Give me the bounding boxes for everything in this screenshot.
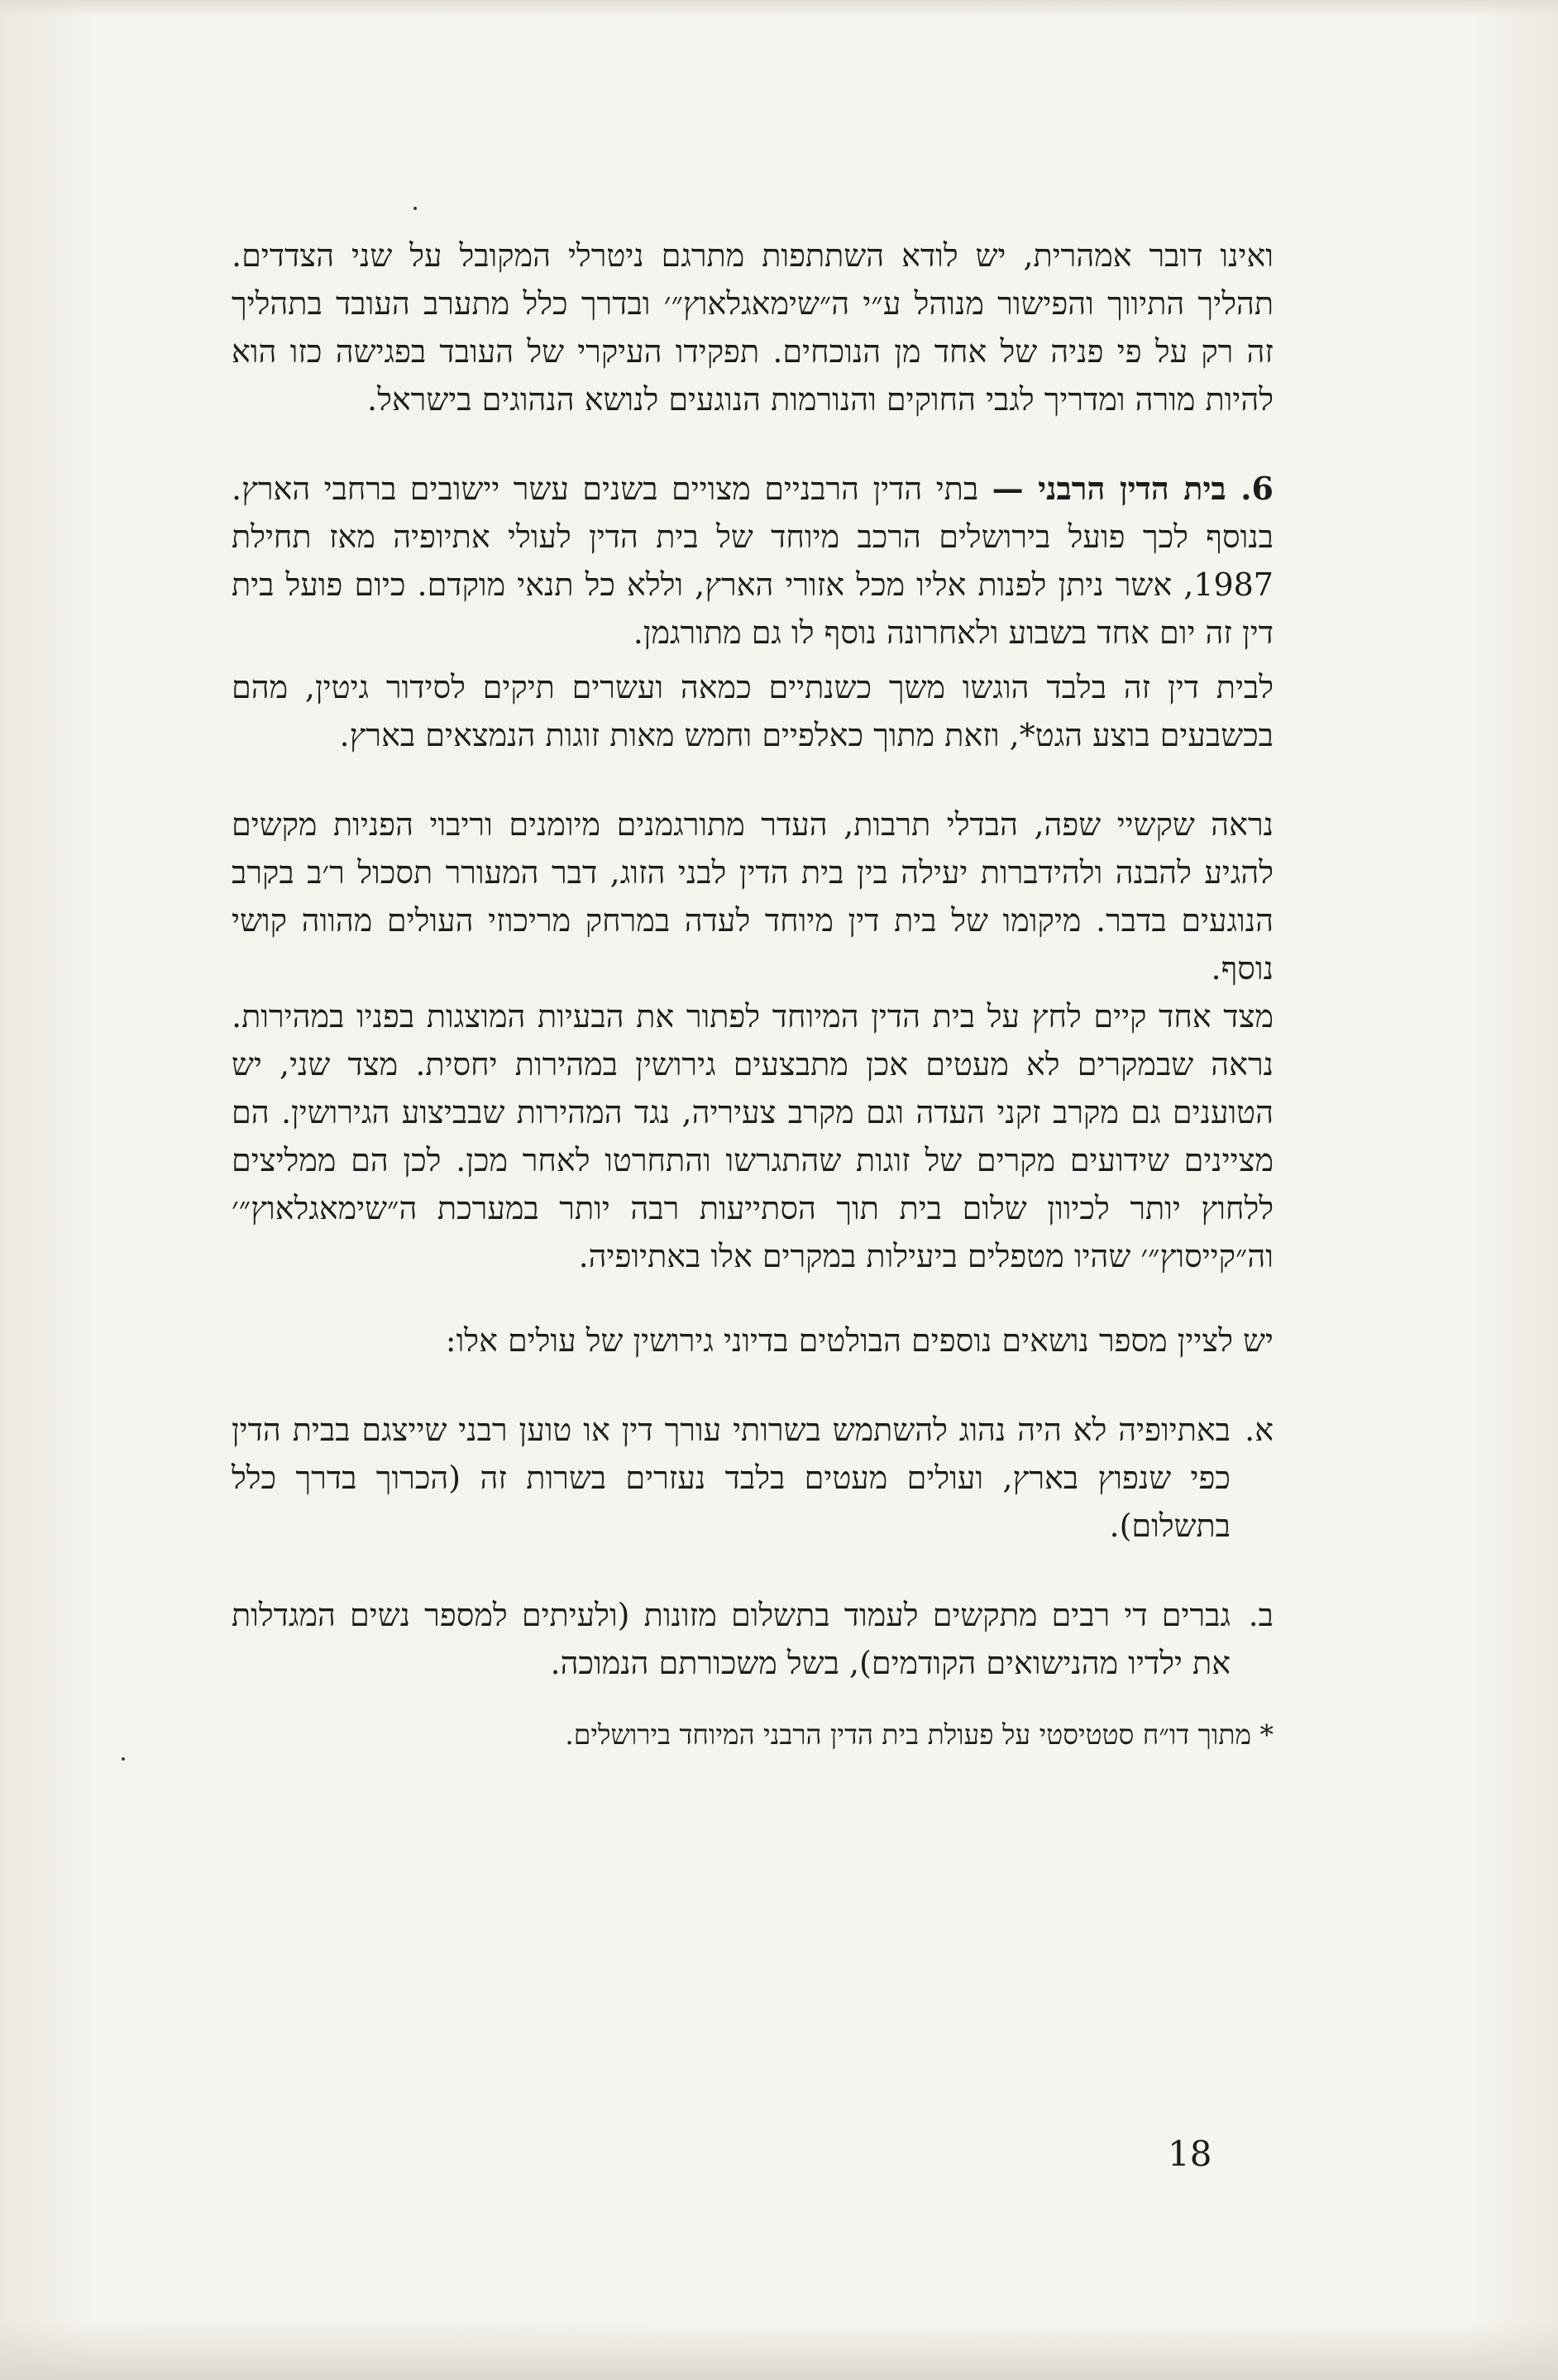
paragraph-mediation: ואינו דובר אמהרית, יש לודא השתתפות מתרגם ניטרלי המקובל על שני הצדדים. תהליך התיווך והפישור מנוהל ע״י ה״שימאגלאוץ״׳ ובדרך כלל מתערב העובד בתהליך זה רק על פי פניה של אחד מן הנוכחים. תפקידו העיקרי של העובד בפגישה כזו הוא להיות מורה ומדריך לגבי החוקים והנורמות הנוגעים לנושא הנהוגים בישראל. [232, 237, 1274, 418]
section-text: בתי הדין הרבניים מצויים בשנים עשר יישובים ברחבי הארץ. בנוסף לכך פועל בירושלים הרכב מיוחד של בית הדין לעולי אתיופיה מאז תחילת 1987, אשר ניתן לפנות אליו מכל אזורי הארץ, וללא כל תנאי מוקדם. כיום פועל בית דין זה יום אחד בשבוע ולאחרונה נוסף לו גם מתורגמן. [232, 471, 1274, 651]
scan-speck [413, 207, 417, 210]
scan-speck [122, 1757, 125, 1761]
paragraph-language-difficulties: נראה שקשיי שפה, הבדלי תרבות, העדר מתורגמנים מיומנים וריבוי הפניות מקשים להגיע להבנה ולהידברות יעילה בין בית הדין לבני הזוג, דבר המעורר תסכול ר׳ב בקרב הנוגעים בדבר. מיקומו של בית דין מיוחד לעדה במרחק מריכוזי העולים מהווה קושי נוסף. [232, 806, 1274, 987]
paragraph-divorce-files: לבית דין זה בלבד הוגשו משך כשנתיים כמאה ועשרים תיקים לסידור גיטין, מהם בכשבעים בוצע הגט*, וזאת מתוך כאלפיים וחמש מאות זוגות הנמצאים בארץ. [232, 669, 1274, 753]
list-marker: א. [1245, 1412, 1274, 1448]
scan-edge-top [0, 0, 1558, 17]
document-body [232, 232, 1274, 1755]
list-item-text: באתיופיה לא היה נהוג להשתמש בשרותי עורך דין או טוען רבני שייצגם בבית הדין כפי שנפוץ בארץ, ועולים מעטים בלבד נעזרים בשרות זה (הכרוך בדרך כלל בתשלום). [232, 1412, 1231, 1544]
section-heading: 6. בית הדין הרבני — [992, 470, 1274, 507]
footnote: * מתוך דו״ח סטטיסטי על פעולת בית הדין הרבני המיוחד בירושלים. [565, 1718, 1274, 1751]
list-item [232, 1406, 1274, 1550]
section-rabbinical-court [232, 465, 1274, 657]
list-marker: ב. [1248, 1597, 1274, 1633]
scan-edge-bottom [0, 2322, 1558, 2380]
paragraph-pressure: מצד אחד קיים לחץ על בית הדין המיוחד לפתור את הבעיות המוצגות בפניו במהירות. נראה שבמקרים לא מעטים אכן מתבצעים גירושין במהירות יחסית. מצד שני, יש הטוענים גם מקרב זקני העדה וגם מקרב צעיריה, נגד המהירות שבביצוע הגירושין. הם מציינים שידועים מקרים של זוגות שהתגרשו והתחרטו לאחר מכן. לכן הם ממליצים ללחוץ יותר לכיוון שלום בית תוך הסתייעות רבה יותר במערכת ה״שימאגלאוץ״׳ וה״קייסוץ״׳ שהיו מטפלים ביעילות במקרים אלו באתיופיה. [232, 998, 1274, 1274]
list-item [232, 1591, 1274, 1687]
paragraph-additional-issues: יש לציין מספר נושאים נוספים הבולטים בדיוני גירושין של עולים אלו: [445, 1322, 1274, 1359]
list-item-text: גברים די רבים מתקשים לעמוד בתשלום מזונות (ולעיתים למספר נשים המגדלות את ילדיו מהנישואים הקודמים), בשל משכורתם הנמוכה. [232, 1597, 1231, 1681]
page-number: 18 [1168, 2134, 1212, 2174]
